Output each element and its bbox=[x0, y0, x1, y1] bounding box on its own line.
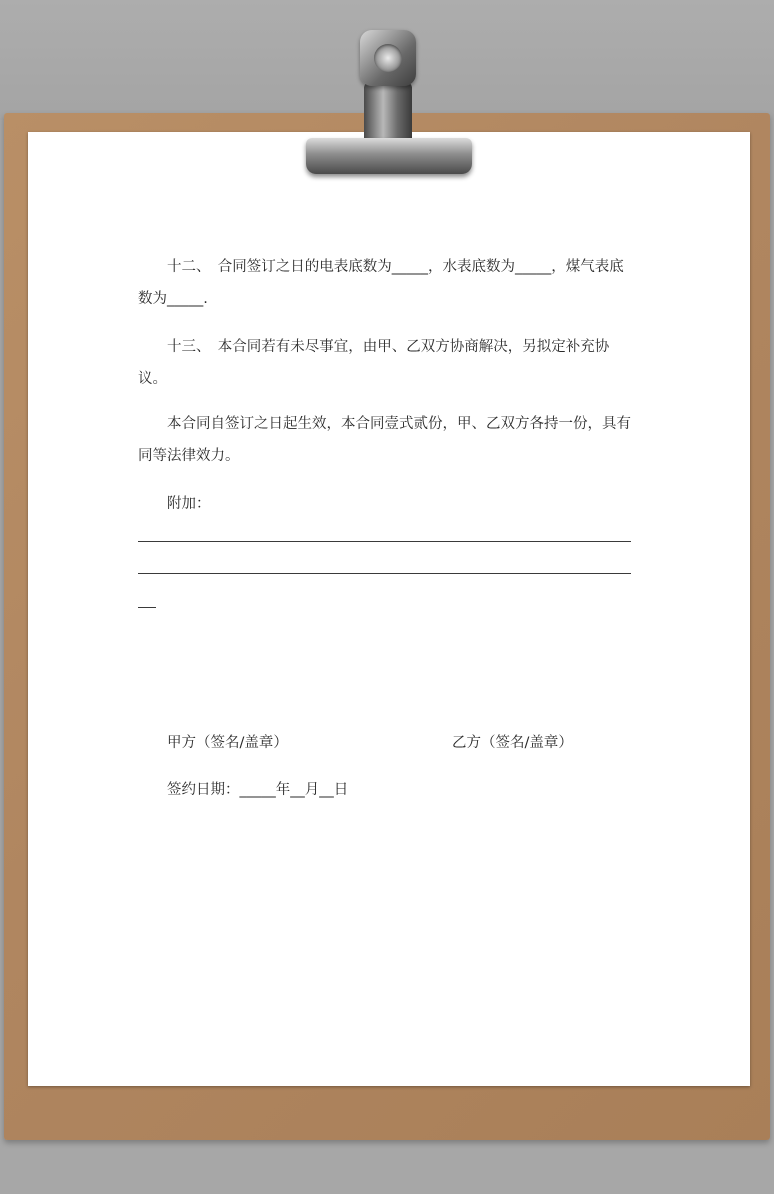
appendix-line-end bbox=[138, 607, 156, 608]
sign-date: 签约日期：_____年__月__日 bbox=[167, 782, 349, 798]
clause-13: 十三、 本合同若有未尽事宜，由甲、乙双方协商解决，另拟定补充协议。 bbox=[138, 339, 610, 387]
appendix-line bbox=[138, 541, 631, 542]
effective-clause: 本合同自签订之日起生效，本合同壹式贰份，甲、乙双方各持一份，具有同等法律效力。 bbox=[138, 416, 631, 464]
clause-12: 十二、 合同签订之日的电表底数为_____，水表底数为_____，煤气表底数为_____. bbox=[138, 259, 624, 307]
clip-base bbox=[306, 138, 472, 174]
party-b-signature: 乙方（签名/盖章） bbox=[452, 735, 573, 751]
binder-clip bbox=[290, 20, 490, 180]
party-a-signature: 甲方（签名/盖章） bbox=[167, 735, 288, 751]
appendix-line bbox=[138, 573, 631, 574]
clip-ring bbox=[360, 30, 416, 86]
appendix-label: 附加： bbox=[167, 496, 211, 512]
